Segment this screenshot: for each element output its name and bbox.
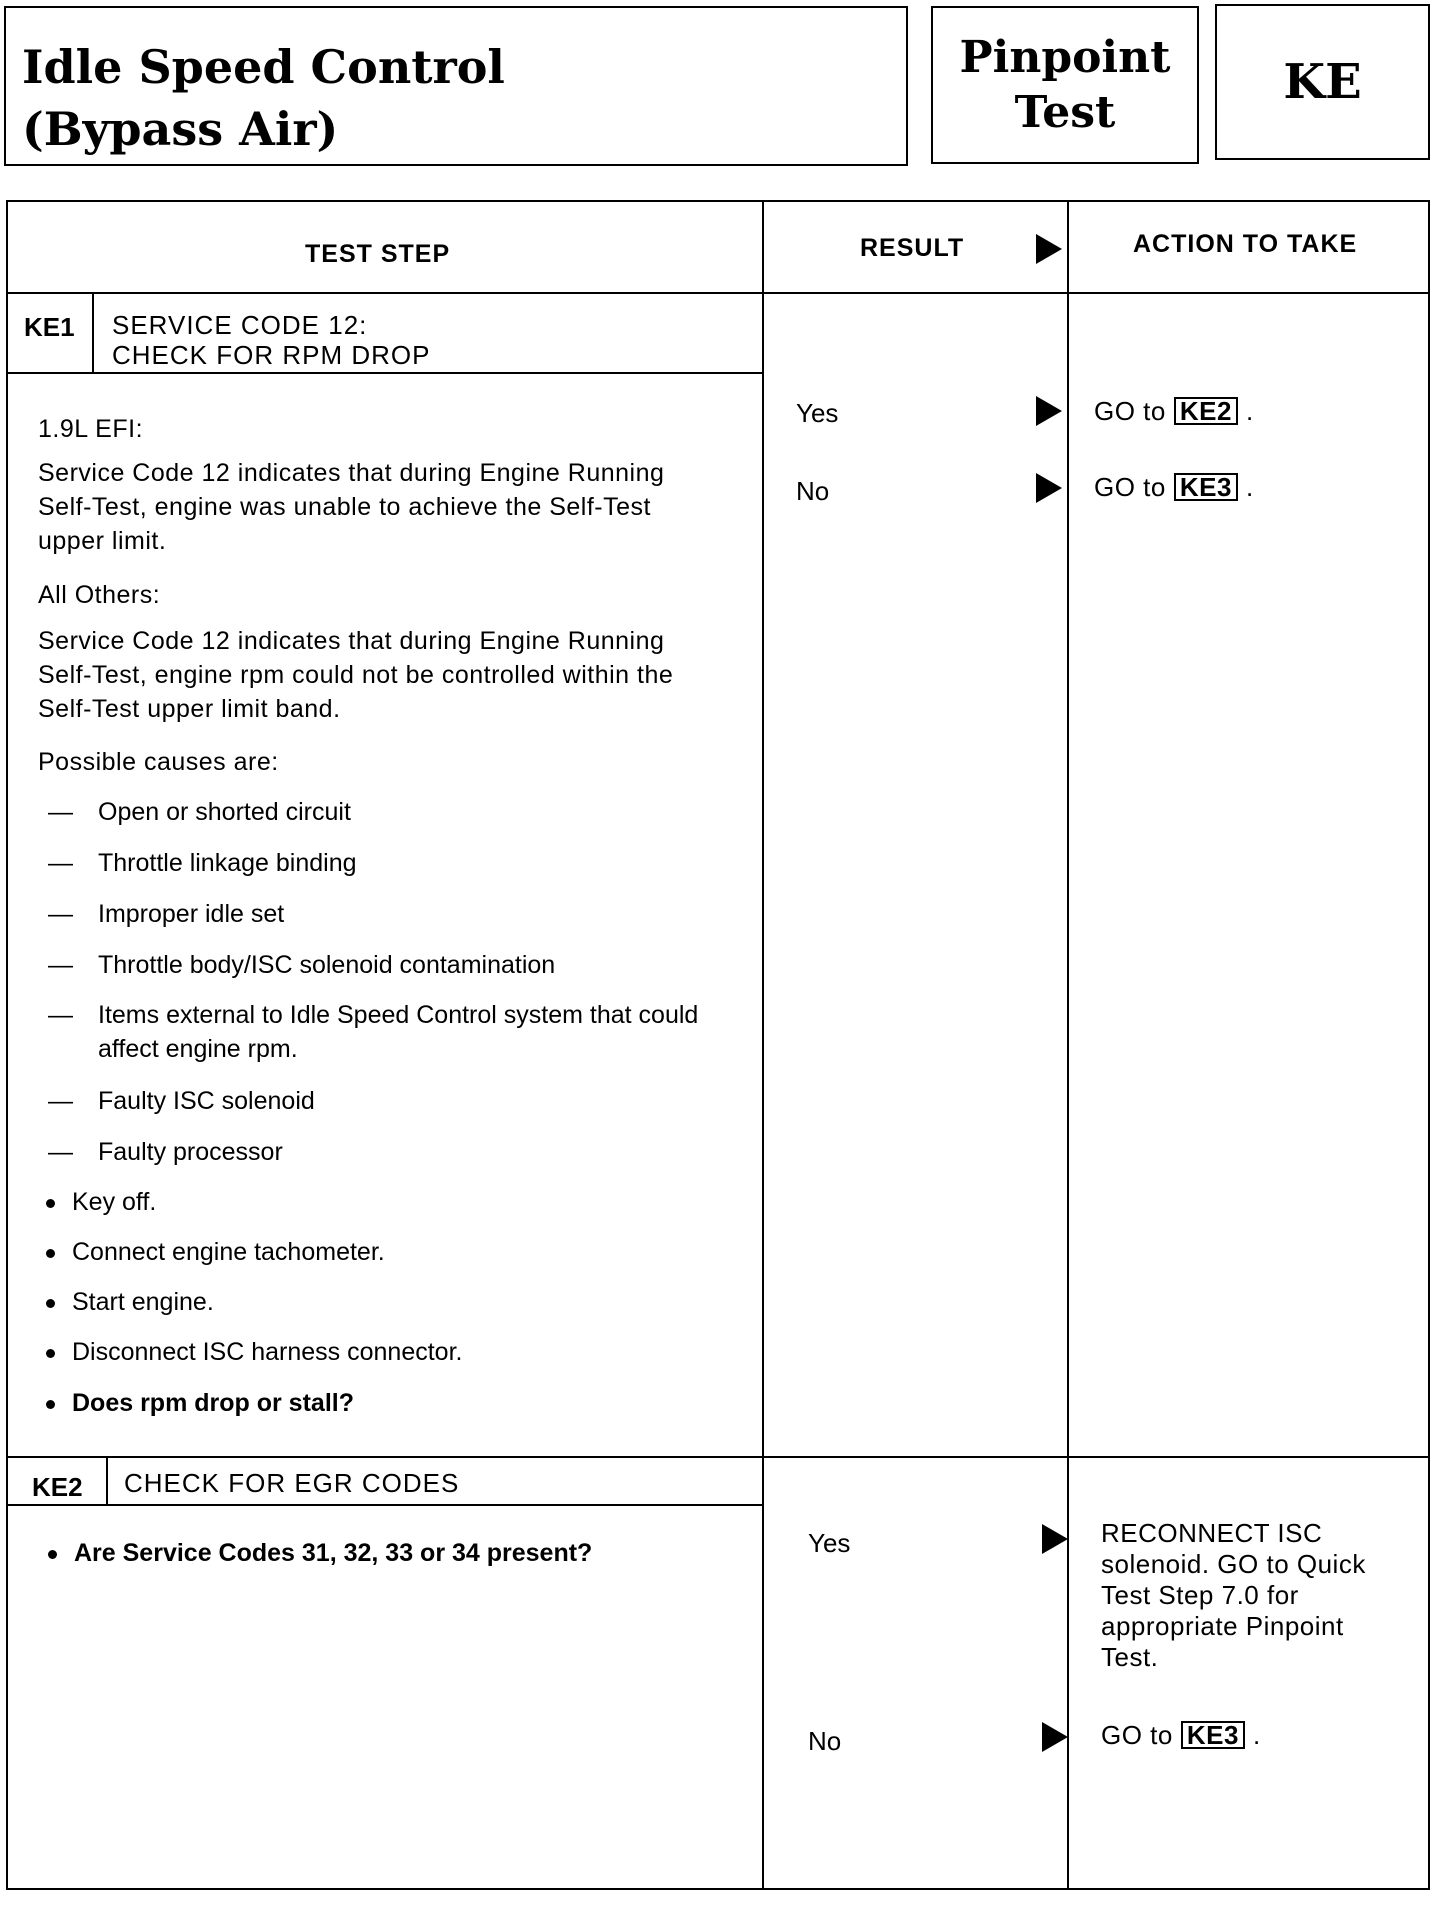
header-divider (6, 292, 1430, 294)
arrow-icon (1036, 396, 1062, 426)
test-code: KE (1283, 54, 1362, 110)
ke2-result-no: No (808, 1726, 842, 1756)
pinpoint-line-1: Pinpoint (959, 32, 1171, 83)
column-divider-1 (762, 200, 764, 1890)
column-divider-2 (1067, 200, 1069, 1890)
ke1-efi-text: Service Code 12 indicates that during Engine Running Self-Test, engine was unable to achieve the Self-Test upper limit. (38, 459, 665, 555)
bullet-icon (48, 1550, 57, 1559)
ke1-id-divider (92, 294, 94, 374)
ke1-title-line-2: CHECK FOR RPM DROP (112, 340, 431, 370)
pinpoint-line-2: Test (1014, 87, 1116, 138)
ke1-result-no: No (796, 476, 830, 506)
result-arrow-icon (1036, 234, 1062, 264)
ke2-action-yes: RECONNECT ISC solenoid. GO to Quick Test Step 7.0 for appropriate Pinpoint Test. (1101, 1518, 1366, 1672)
ke2-result-yes: Yes (808, 1528, 851, 1558)
bullet-icon (46, 1400, 55, 1409)
bullet-icon (46, 1249, 55, 1258)
step-divider (6, 1456, 1430, 1458)
column-header-action: ACTION TO TAKE (1133, 230, 1358, 258)
ke2-step-title: CHECK FOR EGR CODES (124, 1468, 460, 1498)
ke1-step-id: KE1 (24, 312, 75, 342)
ke2-step-id: KE2 (32, 1472, 83, 1502)
pinpoint-test-box (931, 6, 1199, 164)
bullet-icon (46, 1199, 55, 1208)
arrow-icon (1042, 1524, 1068, 1554)
ke1-title-underline (6, 372, 764, 374)
ke1-action-no: GO to KE3 . (1094, 472, 1254, 502)
ke3-ref-link[interactable]: KE3 (1174, 473, 1238, 501)
ke1-others-text: Service Code 12 indicates that during Engine Running Self-Test, engine rpm could not be controlled within the Self-Test upper limit band. (38, 627, 674, 723)
ke1-result-yes: Yes (796, 398, 839, 428)
arrow-icon (1036, 473, 1062, 503)
ke2-ref-link[interactable]: KE2 (1174, 397, 1238, 425)
ke1-causes-label: Possible causes are: (38, 748, 279, 776)
title-box (4, 6, 908, 166)
ke2-id-divider (106, 1458, 108, 1506)
column-header-result: RESULT (860, 234, 965, 262)
page-title (22, 36, 505, 160)
bullet-icon (46, 1299, 55, 1308)
ke2-action-no: GO to KE3 . (1101, 1720, 1261, 1750)
column-header-test-step: TEST STEP (305, 240, 451, 268)
bullet-icon (46, 1349, 55, 1358)
ke1-others-label: All Others: (38, 581, 161, 609)
ke2-title-underline (6, 1504, 764, 1506)
arrow-icon (1042, 1722, 1068, 1752)
title-line-1: Idle Speed Control (22, 40, 505, 94)
title-line-2: (Bypass Air) (22, 102, 339, 156)
ke1-action-yes: GO to KE2 . (1094, 396, 1254, 426)
ke1-step-title (112, 310, 430, 370)
ke1-efi-label: 1.9L EFI: (38, 415, 144, 443)
ke1-title-line-1: SERVICE CODE 12: (112, 310, 368, 340)
test-code-box (1215, 4, 1430, 160)
ke3-ref-link[interactable]: KE3 (1181, 1721, 1245, 1749)
